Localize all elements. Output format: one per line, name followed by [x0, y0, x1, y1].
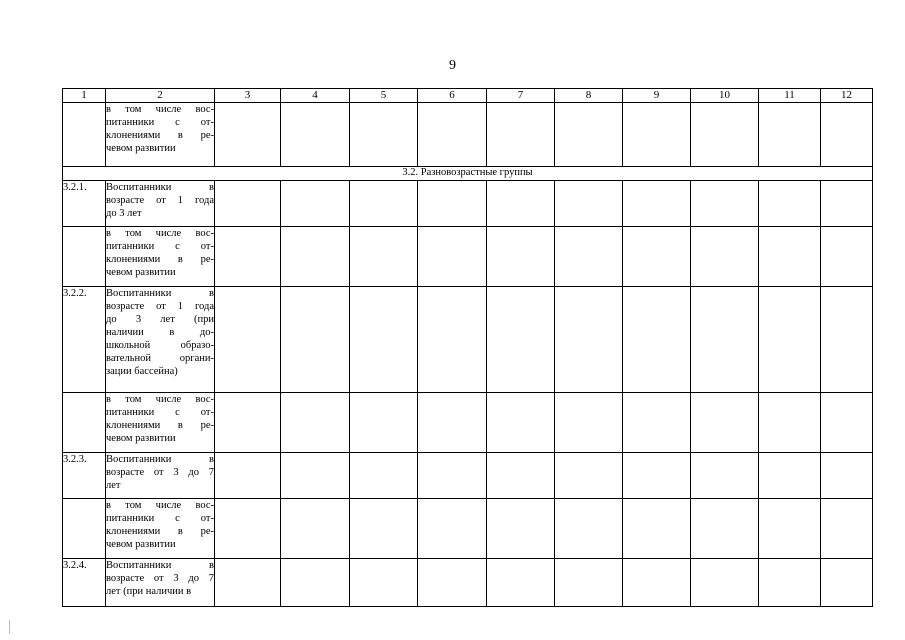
- data-cell: [487, 227, 555, 287]
- data-cell: [418, 453, 487, 499]
- data-cell: [418, 181, 487, 227]
- data-cell: [821, 499, 873, 559]
- description-line: чевом развитии: [106, 267, 176, 278]
- data-cell: [691, 453, 759, 499]
- description-line: клонениями в ре-: [106, 526, 214, 537]
- data-cell: [623, 287, 691, 393]
- table-row: [63, 227, 873, 287]
- data-cell: [281, 559, 350, 607]
- description-line: питанники с от-: [106, 407, 214, 418]
- description-line: чевом развитии: [106, 143, 176, 154]
- data-cell: [821, 181, 873, 227]
- description-line: Воспитанники в: [106, 182, 214, 193]
- data-cell: [215, 103, 281, 167]
- scan-edge-mark: [9, 620, 10, 634]
- data-cell: [821, 103, 873, 167]
- row-number-cell: [63, 499, 106, 559]
- data-cell: [623, 227, 691, 287]
- data-cell: [215, 559, 281, 607]
- description-line: в том числе вос-: [106, 394, 214, 405]
- data-cell: [281, 393, 350, 453]
- data-cell: [487, 559, 555, 607]
- table-row: [63, 181, 873, 227]
- column-header: 4: [281, 89, 350, 103]
- column-header: 10: [691, 89, 759, 103]
- row-number-cell: [63, 103, 106, 167]
- data-cell: [555, 559, 623, 607]
- data-cell: [691, 393, 759, 453]
- data-cell: [215, 393, 281, 453]
- description-line: возрасте от 3 до 7: [106, 573, 214, 584]
- column-header: 6: [418, 89, 487, 103]
- column-header: 5: [350, 89, 418, 103]
- data-cell: [691, 181, 759, 227]
- data-cell: [759, 393, 821, 453]
- description-line: питанники с от-: [106, 241, 214, 252]
- column-header: 3: [215, 89, 281, 103]
- data-cell: [350, 499, 418, 559]
- data-cell: [759, 103, 821, 167]
- data-cell: [555, 499, 623, 559]
- data-cell: [555, 453, 623, 499]
- data-cell: [555, 393, 623, 453]
- row-description-cell: [106, 103, 215, 167]
- data-cell: [215, 227, 281, 287]
- column-header: 9: [623, 89, 691, 103]
- description-line: Воспитанники в: [106, 560, 214, 571]
- description-line: клонениями в ре-: [106, 254, 214, 265]
- data-cell: [759, 227, 821, 287]
- row-number-cell: 3.2.1.: [63, 181, 106, 227]
- data-cell: [821, 559, 873, 607]
- data-cell: [418, 227, 487, 287]
- description-line: чевом развитии: [106, 539, 176, 550]
- row-number-cell: 3.2.4.: [63, 559, 106, 607]
- data-cell: [555, 287, 623, 393]
- data-cell: [821, 393, 873, 453]
- row-number-cell: [63, 227, 106, 287]
- data-cell: [418, 103, 487, 167]
- data-cell: [281, 103, 350, 167]
- data-cell: [691, 287, 759, 393]
- data-cell: [623, 393, 691, 453]
- data-cell: [691, 559, 759, 607]
- data-cell: [759, 287, 821, 393]
- description-line: зации бассейна): [106, 366, 178, 377]
- description-line: возрасте от 3 до 7: [106, 467, 214, 478]
- data-cell: [759, 559, 821, 607]
- description-line: школьной образо-: [106, 340, 214, 351]
- data-cell: [691, 227, 759, 287]
- data-cell: [350, 181, 418, 227]
- table-row: [63, 559, 873, 607]
- data-cell: [281, 227, 350, 287]
- column-header: 1: [63, 89, 106, 103]
- data-cell: [821, 453, 873, 499]
- row-description-cell: [106, 559, 215, 607]
- data-cell: [487, 499, 555, 559]
- data-cell: [623, 181, 691, 227]
- data-cell: [691, 103, 759, 167]
- row-number-cell: 3.2.2.: [63, 287, 106, 393]
- column-header: 2: [106, 89, 215, 103]
- data-cell: [759, 181, 821, 227]
- data-cell: [418, 393, 487, 453]
- row-description-cell: [106, 393, 215, 453]
- data-cell: [215, 499, 281, 559]
- description-line: лет: [106, 480, 121, 491]
- column-header: 12: [821, 89, 873, 103]
- row-description-cell: [106, 227, 215, 287]
- data-cell: [623, 453, 691, 499]
- data-cell: [759, 453, 821, 499]
- data-cell: [418, 559, 487, 607]
- data-cell: [281, 287, 350, 393]
- row-description-cell: [106, 287, 215, 393]
- statistics-table: [62, 88, 873, 607]
- description-line: в том числе вос-: [106, 104, 214, 115]
- data-cell: [691, 499, 759, 559]
- data-cell: [350, 559, 418, 607]
- column-header: 8: [555, 89, 623, 103]
- data-cell: [418, 499, 487, 559]
- row-number-cell: 3.2.3.: [63, 453, 106, 499]
- row-description-cell: [106, 499, 215, 559]
- table-row: [63, 499, 873, 559]
- data-cell: [487, 393, 555, 453]
- description-line: питанники с от-: [106, 117, 214, 128]
- description-line: Воспитанники в: [106, 288, 214, 299]
- row-number-cell: [63, 393, 106, 453]
- section-row: [63, 167, 873, 181]
- data-cell: [350, 393, 418, 453]
- description-line: до 3 лет: [106, 208, 142, 219]
- description-line: чевом развитии: [106, 433, 176, 444]
- data-cell: [759, 499, 821, 559]
- description-line: в том числе вос-: [106, 500, 214, 511]
- column-header: 11: [759, 89, 821, 103]
- table-row: [63, 453, 873, 499]
- data-cell: [623, 499, 691, 559]
- description-line: в том числе вос-: [106, 228, 214, 239]
- data-cell: [555, 181, 623, 227]
- description-line: наличии в до-: [106, 327, 214, 338]
- data-cell: [281, 453, 350, 499]
- description-line: вательной органи-: [106, 353, 214, 364]
- data-cell: [418, 287, 487, 393]
- data-cell: [821, 227, 873, 287]
- table-row: [63, 287, 873, 393]
- data-cell: [281, 181, 350, 227]
- page-number: 9: [449, 58, 456, 73]
- row-description-cell: [106, 181, 215, 227]
- table-row: [63, 103, 873, 167]
- description-line: возрасте от 1 года: [106, 301, 214, 312]
- row-description-cell: [106, 453, 215, 499]
- data-cell: [555, 103, 623, 167]
- section-title: 3.2. Разновозрастные группы: [63, 167, 873, 181]
- data-cell: [487, 103, 555, 167]
- description-line: возрасте от 1 года: [106, 195, 214, 206]
- data-cell: [350, 227, 418, 287]
- data-cell: [350, 453, 418, 499]
- data-cell: [487, 287, 555, 393]
- data-cell: [215, 287, 281, 393]
- description-line: до 3 лет (при: [106, 314, 214, 325]
- description-line: Воспитанники в: [106, 454, 214, 465]
- description-line: лет (при наличии в: [106, 586, 192, 597]
- data-cell: [281, 499, 350, 559]
- data-cell: [487, 181, 555, 227]
- data-cell: [555, 227, 623, 287]
- header-row: [63, 89, 873, 103]
- data-cell: [487, 453, 555, 499]
- table-row: [63, 393, 873, 453]
- data-cell: [215, 453, 281, 499]
- data-cell: [215, 181, 281, 227]
- data-cell: [350, 103, 418, 167]
- data-cell: [350, 287, 418, 393]
- column-header: 7: [487, 89, 555, 103]
- data-cell: [623, 103, 691, 167]
- data-cell: [821, 287, 873, 393]
- description-line: клонениями в ре-: [106, 130, 214, 141]
- data-cell: [623, 559, 691, 607]
- description-line: питанники с от-: [106, 513, 214, 524]
- description-line: клонениями в ре-: [106, 420, 214, 431]
